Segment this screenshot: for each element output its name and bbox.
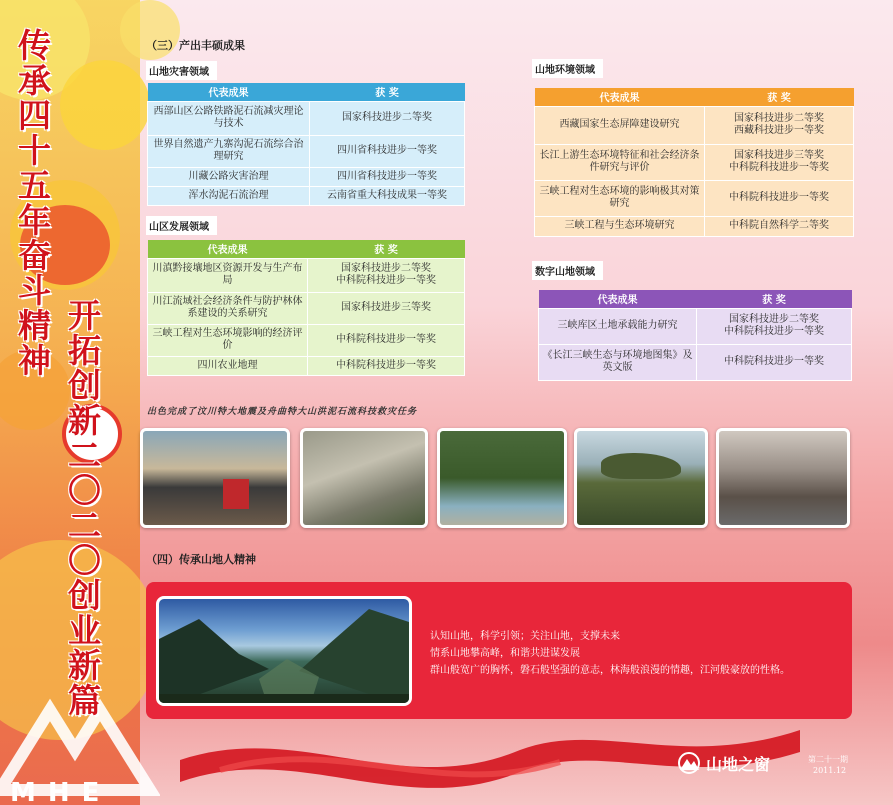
banner-image — [223, 479, 249, 509]
digital-label: 数字山地领域 — [532, 261, 603, 280]
award-cell: 四川省科技进步一等奖 — [310, 135, 465, 167]
award-cell: 中科院科技进步一等奖 — [697, 344, 852, 380]
development-label: 山区发展领域 — [146, 216, 217, 235]
photo-helicopter — [574, 428, 708, 528]
spirit-line-3: 群山般宽广的胸怀，磐石般坚强的意志，林海般浪漫的情趣，江河般豪放的性格。 — [430, 665, 790, 676]
section4-title: （四）传承山地人精神 — [146, 553, 256, 566]
achievement-cell: 西部山区公路铁路泥石流减灾理论与技术 — [148, 101, 310, 135]
red-ribbon-decoration — [180, 700, 800, 800]
award-cell: 中科院科技进步一等奖 — [308, 324, 465, 356]
footer-title: 山地之窗 — [706, 755, 771, 774]
award-cell — [705, 106, 854, 144]
photo-rescue-crowd — [716, 428, 850, 528]
award-line: 国家科技进步三等奖 — [734, 150, 824, 161]
table-row — [539, 344, 852, 380]
award-line: 国家科技进步二等奖 — [729, 314, 819, 325]
col-header-achievement: 代表成果 — [148, 240, 308, 258]
footer-issue: 第二十一期 — [808, 755, 848, 764]
award-cell: 中科院自然科学二等奖 — [705, 216, 854, 236]
table-row — [148, 101, 465, 135]
col-header-award: 获 奖 — [308, 240, 465, 258]
environment-table — [534, 88, 854, 237]
achievement-cell: 川滇黔接壤地区资源开发与生产布局 — [148, 258, 308, 292]
achievement-cell: 三峡库区土地承载能力研究 — [539, 308, 697, 344]
development-table — [147, 240, 465, 376]
decor-circle — [60, 60, 150, 150]
helicopter-image — [601, 453, 681, 479]
award-line: 中科院科技进步一等奖 — [724, 326, 824, 337]
achievement-cell: 川江流域社会经济条件与防护林体系建设的关系研究 — [148, 292, 308, 324]
col-header-achievement: 代表成果 — [535, 88, 705, 106]
spirit-line-2: 情系山地攀高峰，和谐共进谋发展 — [430, 648, 580, 659]
photo-team-banner — [140, 428, 290, 528]
spirit-line-1: 认知山地，科学引领；关注山地，支撑未来 — [430, 631, 620, 642]
award-cell: 中科院科技进步一等奖 — [705, 180, 854, 216]
achievement-cell: 三峡工程对生态环境的影响极其对策研究 — [535, 180, 705, 216]
table-row — [535, 216, 854, 236]
digital-table — [538, 290, 852, 381]
award-line: 中科院科技进步一等奖 — [336, 275, 436, 286]
table-row — [148, 167, 465, 186]
col-header-award: 获 奖 — [697, 290, 852, 308]
award-line: 国家科技进步二等奖 — [734, 113, 824, 124]
table-row — [535, 144, 854, 180]
photo-river-walkway — [437, 428, 567, 528]
section3-title: （三）产出丰硕成果 — [146, 39, 245, 52]
vertical-title-right: 开拓创新二〇二〇创业新篇 — [63, 298, 102, 718]
table-row — [535, 180, 854, 216]
mountain-logo-icon — [676, 752, 702, 774]
col-header-award: 获 奖 — [705, 88, 854, 106]
award-line: 国家科技进步二等奖 — [341, 263, 431, 274]
photo-rubble-site — [300, 428, 428, 528]
achievement-cell: 世界自然遗产九寨沟泥石流综合治理研究 — [148, 135, 310, 167]
achievement-cell: 三峡工程与生态环境研究 — [535, 216, 705, 236]
col-header-award: 获 奖 — [310, 83, 465, 101]
achievement-cell: 三峡工程对生态环境影响的经济评价 — [148, 324, 308, 356]
table-row — [148, 135, 465, 167]
award-cell: 国家科技进步三等奖 — [308, 292, 465, 324]
mission-caption: 出色完成了汶川特大地震及舟曲特大山洪泥石流科技救灾任务 — [147, 407, 418, 417]
award-line: 中科院科技进步一等奖 — [729, 162, 829, 173]
col-header-achievement: 代表成果 — [148, 83, 310, 101]
table-row — [148, 292, 465, 324]
award-cell — [308, 258, 465, 292]
disaster-label: 山地灾害领域 — [146, 61, 217, 80]
table-row — [148, 186, 465, 205]
col-header-achievement: 代表成果 — [539, 290, 697, 308]
achievement-cell: 川藏公路灾害治理 — [148, 167, 310, 186]
award-cell: 国家科技进步二等奖 — [310, 101, 465, 135]
mountain-valley-photo — [156, 596, 412, 706]
award-cell — [697, 308, 852, 344]
environment-label: 山地环境领域 — [532, 59, 603, 78]
achievement-cell: 四川农业地理 — [148, 356, 308, 375]
award-cell — [705, 144, 854, 180]
mountain-landscape-image — [159, 599, 412, 706]
disaster-table — [147, 83, 465, 206]
table-row — [535, 106, 854, 144]
achievement-cell: 长江上游生态环境特征和社会经济条件研究与评价 — [535, 144, 705, 180]
table-row — [148, 324, 465, 356]
table-row — [539, 308, 852, 344]
achievement-cell: 浑水沟泥石流治理 — [148, 186, 310, 205]
table-row — [148, 258, 465, 292]
vertical-title-left: 传承四十五年奋斗精神 — [13, 28, 52, 378]
mhe-logo-letters: MHE — [10, 778, 112, 805]
award-cell: 四川省科技进步一等奖 — [310, 167, 465, 186]
table-row — [148, 356, 465, 375]
award-line: 西藏科技进步一等奖 — [734, 125, 824, 136]
award-cell: 云南省重大科技成果一等奖 — [310, 186, 465, 205]
footer-date: 2011.12 — [813, 766, 847, 775]
achievement-cell: 西藏国家生态屏障建设研究 — [535, 106, 705, 144]
footer-logo — [676, 752, 702, 778]
achievement-cell: 《长江三峡生态与环境地图集》及英文版 — [539, 344, 697, 380]
award-cell: 中科院科技进步一等奖 — [308, 356, 465, 375]
